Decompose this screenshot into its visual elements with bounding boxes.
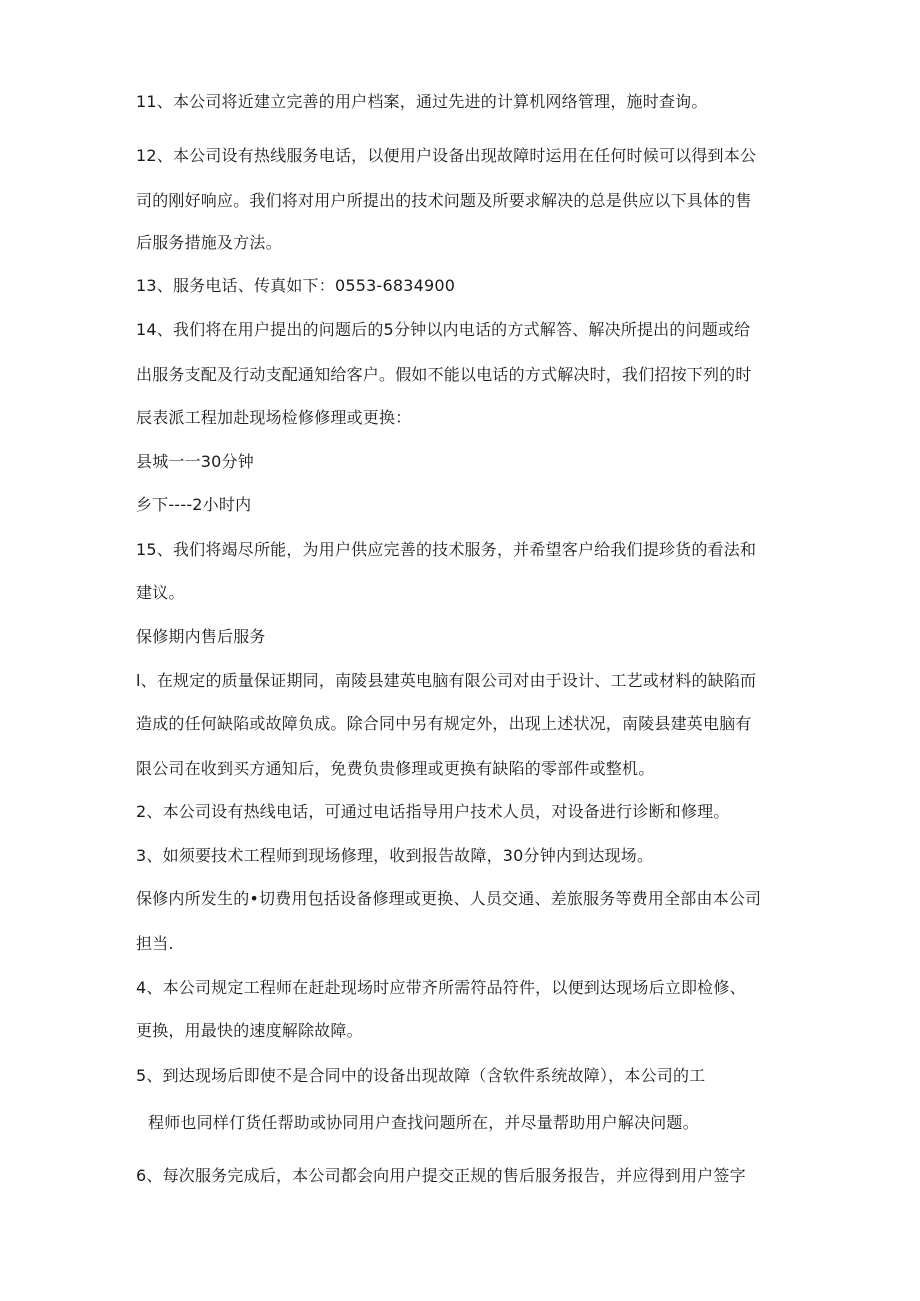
warranty-costs-line-1: 保修内所发生的•切费用包括设备修理或更换、人员交通、差旅服务等费用全部由本公司 [136,889,762,908]
warranty-1-line-2: 造成的任何缺陷或故障负成。除合同中另有规定外，出现上述状况，南陵县建英电脑有 [136,714,752,733]
para-12-line-2: 司的刚好响应。我们将对用户所提出的技术问题及所要求解决的总是供应以下具体的售 [136,191,752,210]
warranty-1-line-3: 限公司在收到买方通知后，免费负贵修理或更换有缺陷的零部件或整机。 [136,759,655,778]
rural-response: 乡下----2小时内 [136,495,252,514]
warranty-5-line-1: 5、到达现场后即使不是合同中的设备出现故障（含软件系统故障），本公司的工 [136,1066,706,1085]
warranty-1-line-1: l、在规定的质量保证期同，南陵县建英电脑有限公司对由于设计、工艺或材料的缺陷而 [136,671,757,690]
para-14-line-3: 辰表派工程加赴现场检修修理或更换： [136,408,412,427]
warranty-5-line-2: 程师也同样仃货任帮助或协同用户查找问题所在，并尽量帮助用户解决问题。 [148,1113,699,1132]
para-12-line-1: 12、本公司设有热线服务电话，以便用户设备出现故障时运用在任何时候可以得到本公 [136,146,757,165]
para-15-line-1: 15、我们将竭尽所能，为用户供应完善的技术服务，并希望客户给我们提珍货的看法和 [136,540,757,559]
county-response: 县城一一30分钟 [136,452,254,471]
para-14-line-1: 14、我们将在用户提出的问题后的5分钟以内电话的方式解答、解决所提出的问题或给 [136,320,751,339]
para-13: 13、服务电话、传真如下：0553-6834900 [136,276,456,295]
para-14-line-2: 出服务支配及行动支配通知给客户。假如不能以电话的方式解决时，我们招按下列的时 [136,365,752,384]
warranty-6-line-1: 6、每次服务完成后，本公司都会向用户提交正规的售后服务报告，并应得到用户签字 [136,1166,746,1185]
para-12-line-3: 后服务措施及方法。 [136,233,282,252]
warranty-4-line-2: 更换，用最快的速度解除故障。 [136,1021,363,1040]
warranty-costs-line-2: 担当. [136,934,174,953]
para-15-line-2: 建议。 [136,583,185,602]
warranty-2: 2、本公司设有热线电话，可通过电话指导用户技术人员，对设备进行诊断和修理。 [136,802,730,821]
section-heading-warranty: 保修期内售后服务 [136,627,266,646]
warranty-3: 3、如须要技术工程师到现场修理，收到报告故障，30分钟内到达现场。 [136,846,654,865]
warranty-4-line-1: 4、本公司规定工程师在赶赴现场时应带齐所需符品符件，以便到达现场后立即检修、 [136,978,746,997]
para-11: 11、本公司将近建立完善的用户档案，通过先进的计算机网络管理，施时查询。 [136,92,708,111]
